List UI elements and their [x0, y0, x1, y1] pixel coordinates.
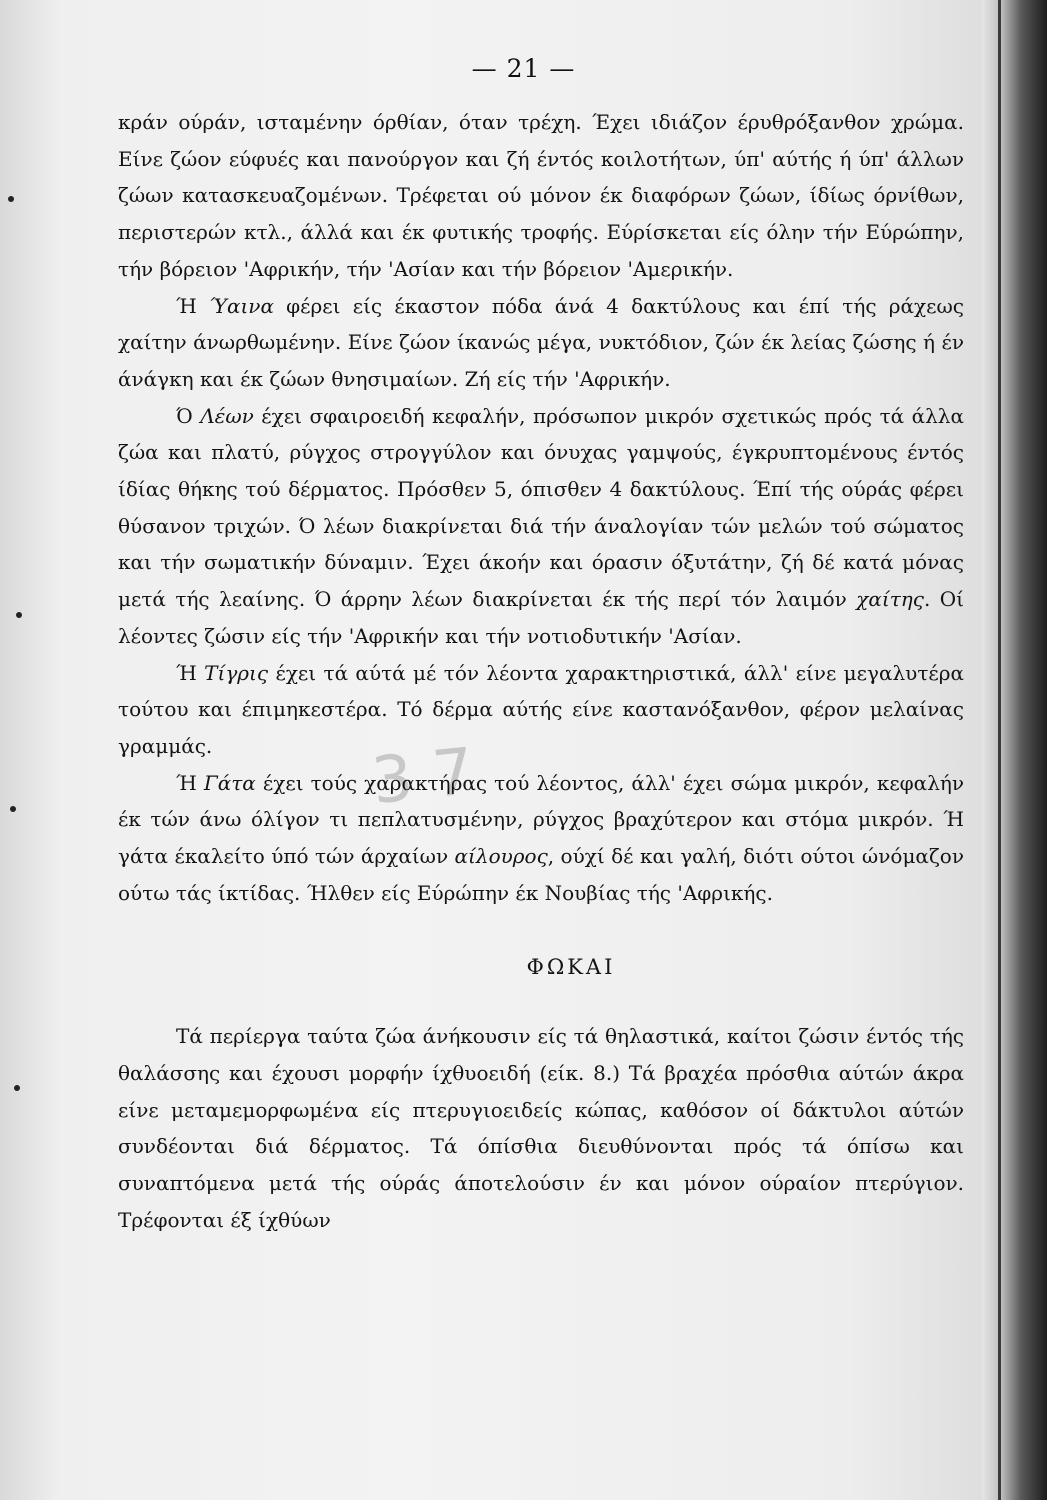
ink-speck — [16, 612, 22, 618]
paragraph-fox-continued: κράν ούράν, ισταμένην όρθίαν, όταν τρέχη. Έχει ιδιάζον έρυθρόξανθον χρώμα. Είνε ζώον εύφυές και πανούργον και ζή έντός κοιλοτήτων, ύπ' αύτής ή ύπ' άλλων ζώων κατασκευαζομένων. Τρέφεται ού μόνον έκ διαφόρων ζώων, ίδίως όρνίθων, περιστερών κτλ., άλλά και έκ φυτικής τροφής. Εύρίσκεται είς όλην τήν Εύρώπην, τήν βόρειον 'Αφρικήν, τήν 'Ασίαν και τήν βόρειον 'Αμερικήν. — [118, 110, 964, 281]
animal-name-hyena: Ύαινα — [209, 293, 274, 318]
animal-name-lion: Λέων — [200, 403, 254, 428]
page-number: — 21 — — [471, 54, 576, 83]
paragraph-hyena — [118, 288, 964, 398]
pencil-note: 3 7 — [368, 734, 478, 820]
animal-name-cat: Γάτα — [203, 770, 256, 795]
section-title-seals: ΦΩΚΑΙ — [526, 955, 616, 980]
paragraph-text: έχει τά αύτά μέ τόν λέοντα χαρακτηριστικά, άλλ' είνε μεγαλυτέρα τούτου και έπιμηκεστέρα. Τό δέρμα αύτής είνε καστανόξανθον, φέρον μελαίνας γραμμάς. — [118, 660, 965, 758]
book-spine — [982, 0, 1047, 1500]
paragraph-tail: , ούχί δέ και γαλή, διότι ούτοι ώνόμαζον ούτω τάς ίκτίδας. Ήλθεν είς Εύρώπην έκ Νουβίας τής 'Αφρικής. — [118, 844, 964, 905]
paragraph-lead: Ή — [176, 293, 209, 318]
ink-speck — [8, 196, 14, 202]
italic-term-ailouros: αίλουρος — [454, 844, 548, 869]
animal-name-tiger: Τίγρις — [204, 660, 269, 685]
paragraph-cat — [118, 765, 964, 912]
paragraph-tail: . Οί λέοντες ζώσιν είς τήν 'Αφρικήν και τήν νοτιοδυτικήν 'Ασίαν. — [118, 587, 965, 648]
paragraph-text: έχει τούς χαρακτήρας τού λέοντος, άλλ' έχει σώμα μικρόν, κεφαλήν έκ τών άνω όλίγον τι πεπλατυσμένην, ρύγχος βραχύτερον και στόμα μικρόν. Ή γάτα έκαλείτο ύπό τών άρχαίων — [118, 770, 965, 869]
paragraph-lead: Ή — [176, 660, 205, 685]
ink-speck — [10, 806, 16, 812]
italic-term-mane: χαίτης — [856, 587, 924, 612]
spine-fold — [998, 0, 1001, 1500]
paragraph-lion — [118, 398, 964, 655]
paragraph-lead: Ό — [176, 403, 201, 428]
paragraph-tiger — [118, 655, 964, 765]
paragraph-text: έχει σφαιροειδή κεφαλήν, πρόσωπον μικρόν σχετικώς πρός τά άλλα ζώα και πλατύ, ρύγχος στρογγύλον και όνυχας γαμψούς, έγκρυπτομένους έντός ίδίας θήκης τού δέρματος. Πρόσθεν 5, όπισθεν 4 δακτύλους. Έπί τής ούράς φέρει θύσανον τριχών. Ό λέων διακρίνεται διά τήν άναλογίαν τών μελών τού σώματος και τήν σωματικήν δύναμιν. Έχει άκοήν και όρασιν όξυτάτην, ζή δέ κατά μόνας μετά τής λεαίνης. Ό άρρην λέων διακρίνεται έκ τής περί τόν λαιμόν — [118, 403, 964, 612]
paragraph-lead: Ή — [176, 770, 204, 795]
ink-speck — [14, 1085, 20, 1091]
text-block — [118, 104, 964, 1238]
paragraph-text: φέρει είς έκαστον πόδα άνά 4 δακτύλους και έπί τής ράχεως χαίτην άνωρθωμένην. Είνε ζώον ίκανώς μέγα, νυκτόδιον, ζών έκ λείας ζώσης ή έν άνάγκη και έκ ζώων θνησιμαίων. Ζή είς τήν 'Αφρικήν. — [118, 293, 964, 391]
paragraph-seals: Τά περίεργα ταύτα ζώα άνήκουσιν είς τά θηλαστικά, καίτοι ζώσιν έντός τής θαλάσσης και έχουσι μορφήν ίχθυοειδή (είκ. 8.) Τά βραχέα πρόσθια αύτών άκρα είνε μεταμεμορφωμένα είς πτερυγιοειδείς κώπας, καθόσον οί δάκτυλοι αύτών συνδέονται διά δέρματος. Τά όπίσθια διευθύνονται πρός τά όπίσω και συναπτόμενα μετά τής ούράς άποτελούσιν έν και μόνον ούραίον πτερύγιον. Τρέφονται έξ ίχθύων — [118, 1024, 964, 1232]
